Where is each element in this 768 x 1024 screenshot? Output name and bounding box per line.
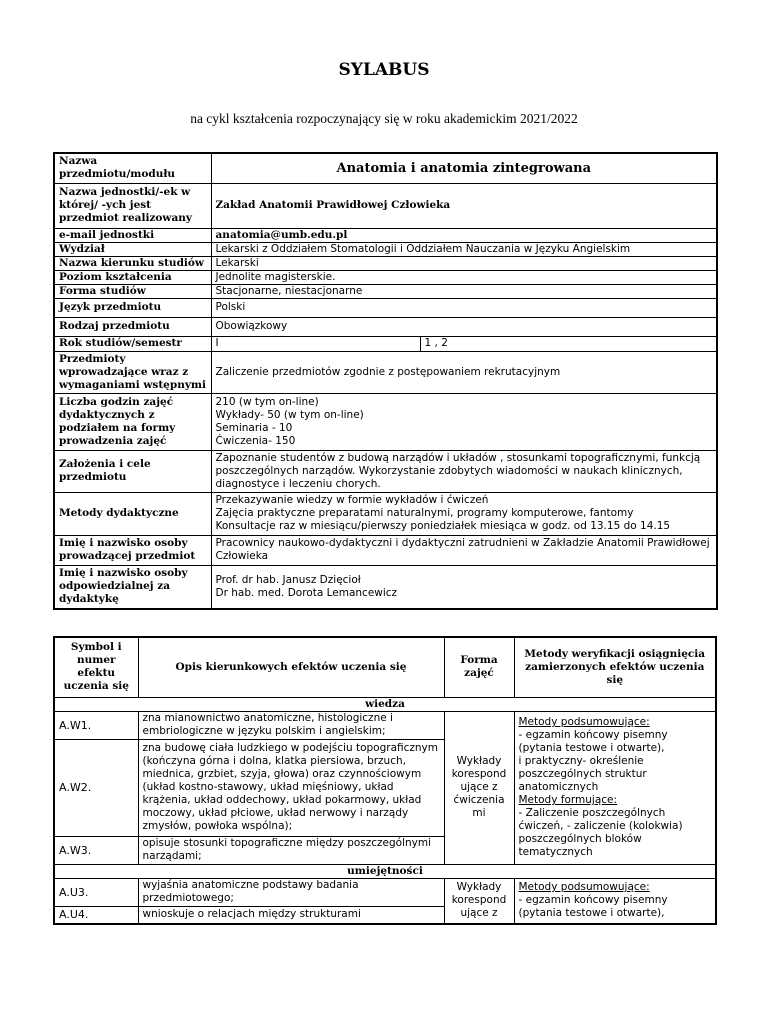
email-value: anatomia@umb.edu.pl [211,228,717,242]
language-label: Język przedmiotu [54,298,211,317]
learning-effects-table [53,636,717,925]
unit-value: Zakład Anatomii Prawidłowej Człowieka [211,183,717,228]
effect-description: wyjaśnia anatomiczne podstawy badania przedmiotowego; [138,878,444,906]
faculty-value: Lekarski z Oddziałem Stomatologii i Oddziałem Nauczania w Języku Angielskim [211,242,717,256]
type-value: Obowiązkowy [211,317,717,336]
effect-symbol: A.W2. [54,739,138,836]
document-subtitle: na cykl kształcenia rozpoczynający się w roku akademickim 2021/2022 [190,111,578,126]
effect-symbol: A.U3. [54,878,138,906]
prerequisites-label: Przedmioty wprowadzające wraz z wymaganiami wstępnymi [54,351,211,393]
formative-method-1: - Zaliczenie poszczególnych ćwiczeń, - zaliczenie (kolokwia) poszczególnych bloków tematycznych [518,807,683,858]
method-2: Zajęcia praktyczne preparatami naturalnymi, programy komputerowe, fantomy [215,507,634,519]
faculty-label: Wydział [54,242,211,256]
form-value: Stacjonarne, niestacjonarne [211,284,717,298]
course-info-table [53,152,718,610]
unit-label: Nazwa jednostki/-ek w której/ -ych jest przedmiot realizowany [54,183,211,228]
level-value: Jednolite magisterskie. [211,270,717,284]
formative-methods-heading: Metody formujące: [518,794,618,806]
year-label: Rok studiów/semestr [54,336,211,351]
prerequisites-value: Zaliczenie przedmiotów zgodnie z postępowaniem rekrutacyjnym [211,351,717,393]
methods-label: Metody dydaktyczne [54,492,211,535]
verification-knowledge [514,711,716,864]
hours-total: 210 (w tym on-line) [215,395,319,408]
section-knowledge: wiedza [54,697,716,711]
field-value: Lekarski [211,256,717,270]
effect-description: zna mianownictwo anatomiczne, histologiczne i embriologiczne w języku polskim i angielskim; [138,711,444,739]
year-value: I [211,336,420,351]
method-3: Konsultacje raz w miesiącu/pierwszy poniedziałek miesiąca w godz. od 13.15 do 14.15 [215,520,671,532]
effect-description: zna budowę ciała ludzkiego w podejściu topograficznym (kończyna górna i dolna, klatka piersiowa, brzuch, miednica, grzbiet, szyja, głowa) oraz czynnościowym (układ kostno-stawowy, układ mięśniowy, układ krążenia, układ oddechowy, układ pokarmowy, układ moczowy, układ płciowe, układ nerwowy i narządy zmysłów, powłoka wspólna); [138,739,444,836]
language-value: Polski [211,298,717,317]
hours-lectures: Wykłady- 50 (w tym on-line) [215,408,364,421]
verification-skills [514,878,716,924]
summative-method-1: - egzamin końcowy pisemny (pytania testowe i otwarte), [518,729,668,754]
summative-methods-heading: Metody podsumowujące: [518,716,650,728]
responsible-person-2: Dr hab. med. Dorota Lemancewicz [215,586,398,599]
summative-methods-heading: Metody podsumowujące: [518,881,650,894]
form-skills: Wykłady korespond ujące z [444,878,514,924]
col-form-header: Forma zajęć [444,637,514,697]
email-label: e-mail jednostki [54,228,211,242]
col-desc-header: Opis kierunkowych efektów uczenia się [138,637,444,697]
course-name-value: Anatomia i anatomia zintegrowana [211,153,717,183]
hours-seminars: Seminaria - 10 [215,421,293,434]
course-name-label: Nazwa przedmiotu/modułu [54,153,211,183]
col-verif-header: Metody weryfikacji osiągnięcia zamierzonych efektów uczenia się [514,637,716,697]
responsible-label: Imię i nazwisko osoby odpowiedzialnej za dydaktykę [54,565,211,609]
responsible-value [211,565,717,609]
form-knowledge: Wykłady korespond ujące z ćwiczenia mi [444,711,514,864]
type-label: Rodzaj przedmiotu [54,317,211,336]
effect-symbol: A.W1. [54,711,138,739]
methods-value [211,492,717,535]
teachers-value: Pracownicy naukowo-dydaktyczni i dydaktyczni zatrudnieni w Zakładzie Anatomii Prawidłowej Człowieka [211,535,717,565]
responsible-person-1: Prof. dr hab. Janusz Dzięcioł [215,573,361,586]
summative-method-2: i praktyczny- określenie poszczególnych struktur anatomicznych [518,755,647,793]
form-label: Forma studiów [54,284,211,298]
col-symbol-header: Symbol i numer efektu uczenia się [54,637,138,697]
effect-symbol: A.U4. [54,906,138,924]
level-label: Poziom kształcenia [54,270,211,284]
effect-symbol: A.W3. [54,836,138,864]
summative-method-1: - egzamin końcowy pisemny (pytania testowe i otwarte), [518,894,668,920]
effect-description: wnioskuje o relacjach między strukturami [138,906,444,924]
field-label: Nazwa kierunku studiów [54,256,211,270]
section-skills: umiejętności [54,864,716,878]
hours-value [211,393,717,450]
goals-value: Zapoznanie studentów z budową narządów i układów , stosunkami topograficznymi, funkcją poszczególnych narządów. Wykorzystanie zdobytych wiadomości w naukach klinicznych, diagnostyce i leczeniu chorych. [211,450,717,492]
hours-exercises: Ćwiczenia- 150 [215,434,296,447]
hours-label: Liczba godzin zajęć dydaktycznych z podziałem na formy prowadzenia zajęć [54,393,211,450]
teachers-label: Imię i nazwisko osoby prowadzącej przedmiot [54,535,211,565]
goals-label: Założenia i cele przedmiotu [54,450,211,492]
method-1: Przekazywanie wiedzy w formie wykładów i ćwiczeń [215,494,489,506]
semester-value: 1 , 2 [420,336,717,351]
effect-description: opisuje stosunki topograficzne między poszczególnymi narządami; [138,836,444,864]
document-title: SYLABUS [338,60,430,80]
